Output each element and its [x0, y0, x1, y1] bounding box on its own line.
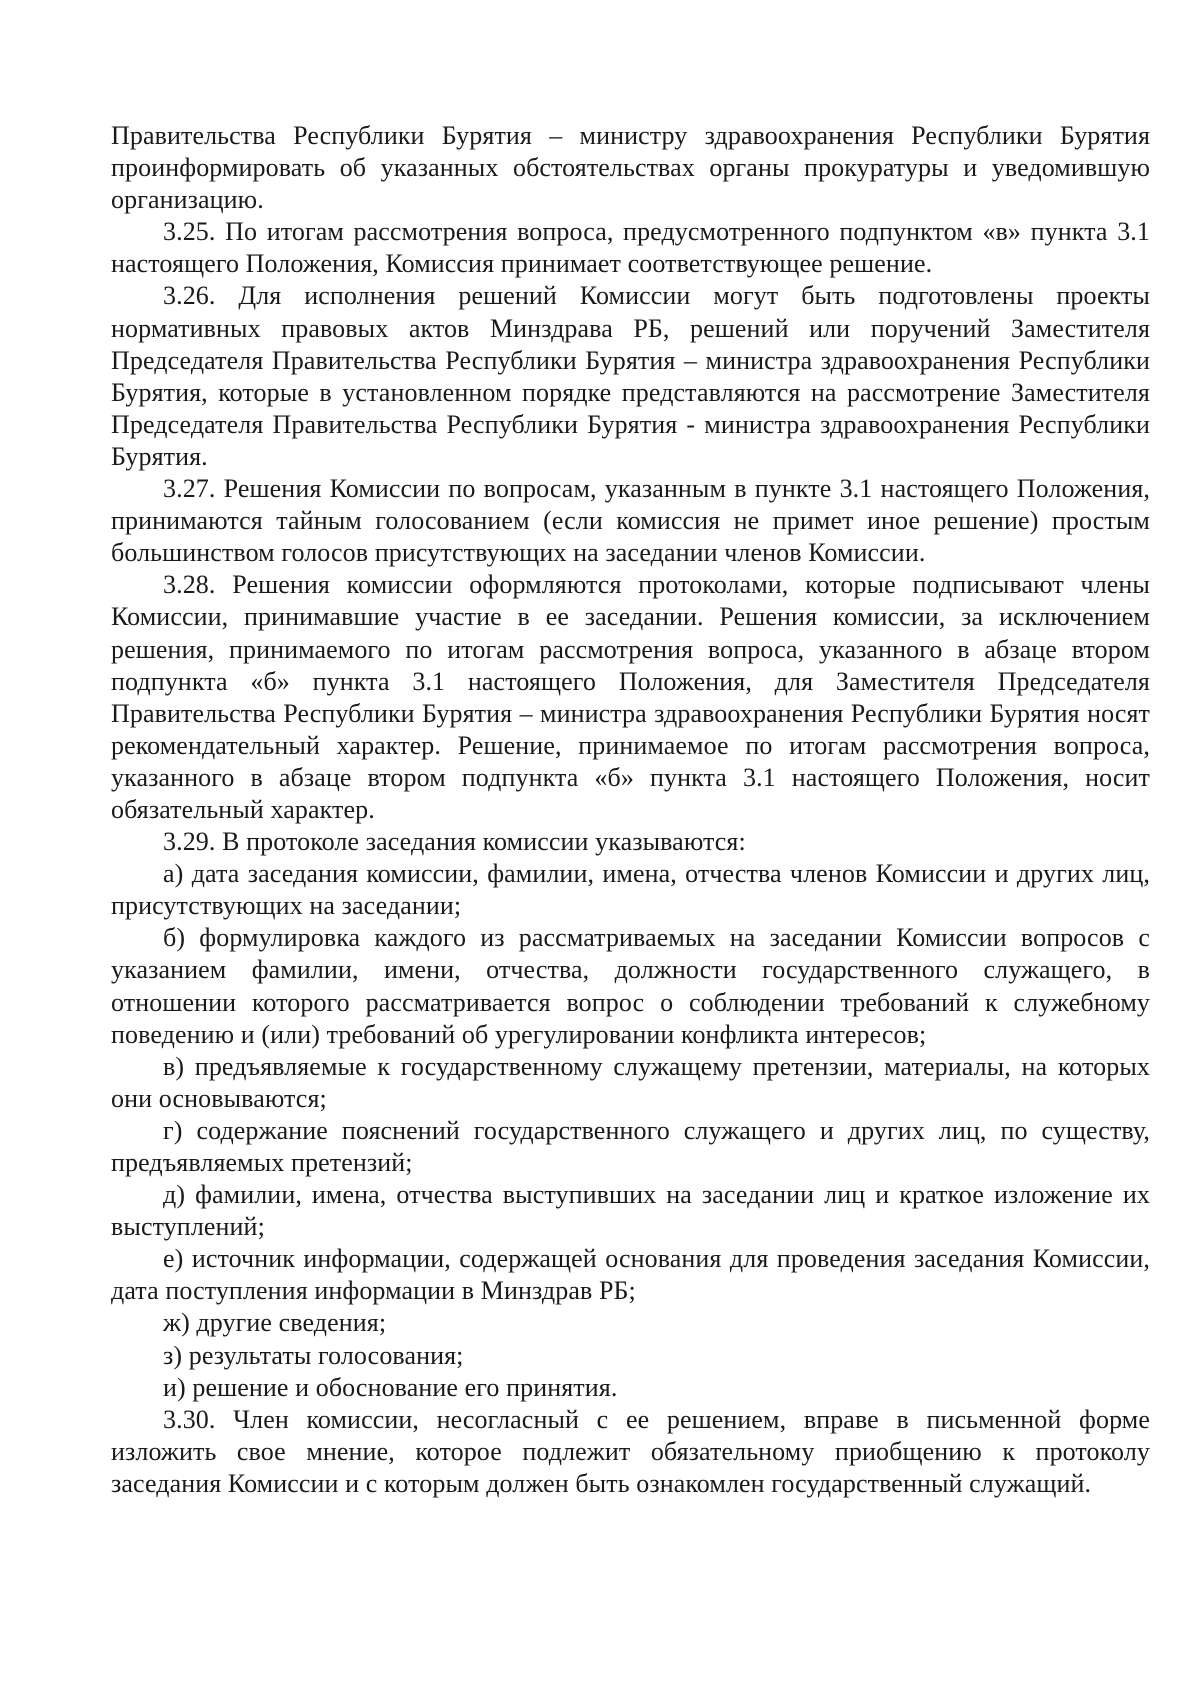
list-item-z: з) результаты голосования; [163, 1340, 464, 1370]
list-item-g: г) содержание пояснений государственного служащего и других лиц, по существу, предъявляемых претензий; [111, 1115, 1150, 1177]
list-item-v: в) предъявляемые к государственному служащему претензии, материалы, на которых они основываются; [111, 1051, 1150, 1113]
paragraph-3-30: 3.30. Член комиссии, несогласный с ее решением, вправе в письменной форме изложить свое мнение, которое подлежит обязательному приобщению к протоколу заседания Комиссии и с которым должен быть ознакомлен государственный служащий. [111, 1404, 1150, 1498]
list-item-a: а) дата заседания комиссии, фамилии, имена, отчества членов Комиссии и других лиц, присутствующих на заседании; [111, 859, 1150, 921]
list-item-b: б) формулировка каждого из рассматриваемых на заседании Комиссии вопросов с указанием фамилии, имени, отчества, должности государственного служащего, в отношении которого рассматривается вопрос о соблюдении требований к служебному поведению и (или) требований об урегулировании конфликта интересов; [111, 923, 1150, 1049]
paragraph-3-26: 3.26. Для исполнения решений Комиссии могут быть подготовлены проекты нормативных правовых актов Минздрава РБ, решений или поручений Заместителя Председателя Правительства Республики Бурятия – министра здравоохранения Республики Бурятия, которые в установленном порядке представляются на рассмотрение Заместителя Председателя Правительства Республики Бурятия - министра здравоохранения Республики Бурятия. [111, 281, 1150, 471]
paragraph-3-27: 3.27. Решения Комиссии по вопросам, указанным в пункте 3.1 настоящего Положения, принимаются тайным голосованием (если комиссия не примет иное решение) простым большинством голосов присутствующих на заседании членов Комиссии. [111, 474, 1150, 568]
paragraph-3-28: 3.28. Решения комиссии оформляются протоколами, которые подписывают члены Комиссии, принимавшие участие в ее заседании. Решения комиссии, за исключением решения, принимаемого по итогам рассмотрения вопроса, указанного в абзаце втором подпункта «б» пункта 3.1 настоящего Положения, для Заместителя Председателя Правительства Республики Бурятия – министра здравоохранения Республики Бурятия носят рекомендательный характер. Решение, принимаемое по итогам рассмотрения вопроса, указанного в абзаце втором подпункта «б» пункта 3.1 настоящего Положения, носит обязательный характер. [111, 570, 1150, 824]
paragraph-3-25: 3.25. По итогам рассмотрения вопроса, предусмотренного подпунктом «в» пункта 3.1 настоящего Положения, Комиссия принимает соответствующее решение. [111, 217, 1150, 279]
paragraph-continuation: Правительства Республики Бурятия – министру здравоохранения Республики Бурятия проинформировать об указанных обстоятельствах органы прокуратуры и уведомившую организацию. [111, 121, 1150, 215]
list-item-d: д) фамилии, имена, отчества выступивших на заседании лиц и краткое изложение их выступлений; [111, 1180, 1150, 1242]
list-item-i: и) решение и обоснование его принятия. [163, 1372, 618, 1402]
list-item-e: е) источник информации, содержащей основания для проведения заседания Комиссии, дата поступления информации в Минздрав РБ; [111, 1244, 1150, 1306]
paragraph-3-29: 3.29. В протоколе заседания комиссии указываются: [163, 827, 746, 857]
list-item-zh: ж) другие сведения; [163, 1308, 387, 1338]
document-body [111, 120, 1150, 1500]
